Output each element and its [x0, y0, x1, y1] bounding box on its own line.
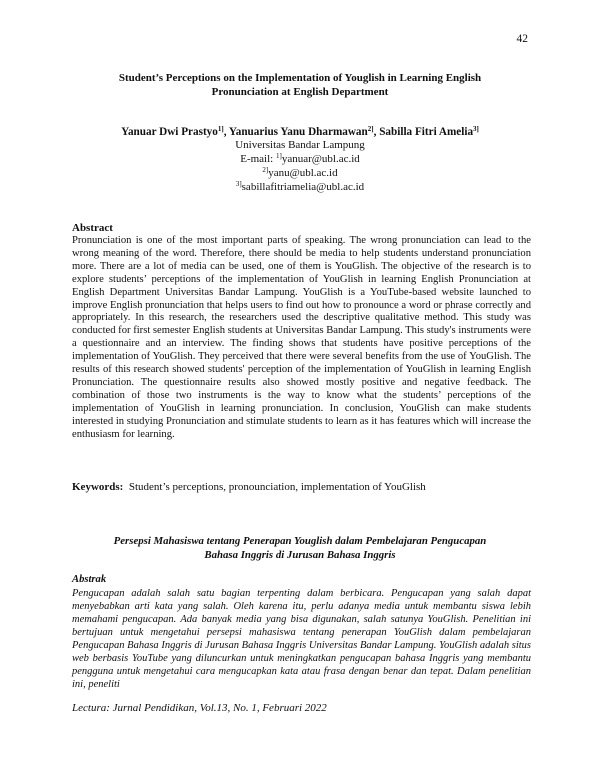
email-label: E-mail:: [240, 153, 276, 165]
author-list: [40, 125, 560, 139]
journal-footer: Lectura: Jurnal Pendidikan, Vol.13, No. 1, Februari 2022: [72, 702, 327, 714]
keywords-line: [72, 481, 426, 493]
keywords-text: Student’s perceptions, pronounciation, implementation of YouGlish: [128, 481, 426, 493]
author-marker: 2]: [367, 125, 374, 133]
email-marker: 2]: [262, 166, 269, 174]
email-address[interactable]: yanuar@ubl.ac.id: [281, 153, 360, 165]
indonesian-title: [60, 534, 540, 562]
paper-title: [60, 71, 540, 99]
author-name: Yanuarius Yanu Dharmawan: [228, 126, 368, 138]
title-line: Student’s Perceptions on the Implementation of Youglish in Learning English: [118, 72, 482, 84]
email-line: [100, 181, 500, 194]
abstract-heading: Abstract: [72, 222, 113, 234]
author-marker: 1]: [217, 125, 224, 133]
author-separator: ,: [373, 126, 380, 138]
email-marker: 3]: [235, 180, 242, 188]
email-address[interactable]: sabillafitriamelia@ubl.ac.id: [241, 181, 365, 193]
email-marker: 1]: [275, 152, 282, 160]
page-number: 42: [516, 33, 528, 45]
email-line: [100, 153, 500, 166]
email-address[interactable]: yanu@ubl.ac.id: [268, 167, 338, 179]
title-line: Persepsi Mahasiswa tentang Penerapan Youglish dalam Pembelajaran Pengucapan: [113, 535, 487, 547]
affiliation-university: Universitas Bandar Lampung: [235, 139, 365, 151]
author-name: Sabilla Fitri Amelia: [379, 126, 474, 138]
abstrak-heading: Abstrak: [72, 574, 107, 585]
author-marker: 3]: [473, 125, 479, 133]
author-separator: ,: [223, 126, 229, 138]
title-line: Pronunciation at English Department: [211, 86, 389, 98]
title-line: Bahasa Inggris di Jurusan Bahasa Inggris: [204, 549, 396, 561]
email-line: [100, 167, 500, 180]
keywords-label: Keywords:: [72, 481, 124, 493]
abstrak-text: Pengucapan adalah salah satu bagian terpenting dalam berbicara. Pengucapan yang salah dapat menyebabkan arti kata yang salah. Oleh karena itu, perlu adanya media untuk membantu siswa lebih memahami pengucapan. Ada banyak media yang bisa digunakan, salah satunya YouGlish. Penelitian ini bertujuan untuk mengetahui persepsi mahasiswa tentang penerapan YouGlish dalam pembelajaran Pengucapan Bahasa Inggris di Jurusan Bahasa Inggris Universitas Bandar Lampung. YouGlish adalah situs web berbasis YouTube yang diluncurkan untuk meningkatkan pengucapan bahasa Inggris yang membantu pengguna untuk mengetahui cara mengucapkan kata atau frasa dengan benar dan tepat. Dalam penelitian ini, peneliti: [72, 588, 531, 691]
abstract-text: Pronunciation is one of the most important parts of speaking. The wrong pronunciation can lead to the wrong meaning of the word. Therefore, there should be media to help students understand pronunciation more. There are a lot of media can be used, one of them is YouGlish. The objective of the research is to explore students’ perceptions of the implementation of YouGlish in learning English Pronunciation at English Department Universitas Bandar Lampung. YouGlish is a YouTube-based website launched to improve English pronunciation that helps users to find out how to pronounce a word or phrase correctly and appropriately. In this research, the researchers used the descriptive qualitative method. This study was conducted for first semester English students at Universitas Bandar Lampung. This study's instruments were a questionnaire and an interview. The finding shows that students have positive perceptions of the implementation of YouGlish. They perceived that there were several benefits from the use of YouGlish. The results of this research showed students' perception of the implementation of YouGlish in learning English Pronunciation. The questionnaire results also showed mostly positive and negative feedback. The combination of those two instruments is the way to know what the students’ perceptions of the implementation of YouGlish in learning pronunciation. In conclusion, YouGlish can make students interested in studying Pronunciation and stimulate students to learn as it has features which will increase the enthusiasm for learning.: [72, 235, 531, 440]
author-name: Yanuar Dwi Prastyo: [121, 126, 218, 138]
